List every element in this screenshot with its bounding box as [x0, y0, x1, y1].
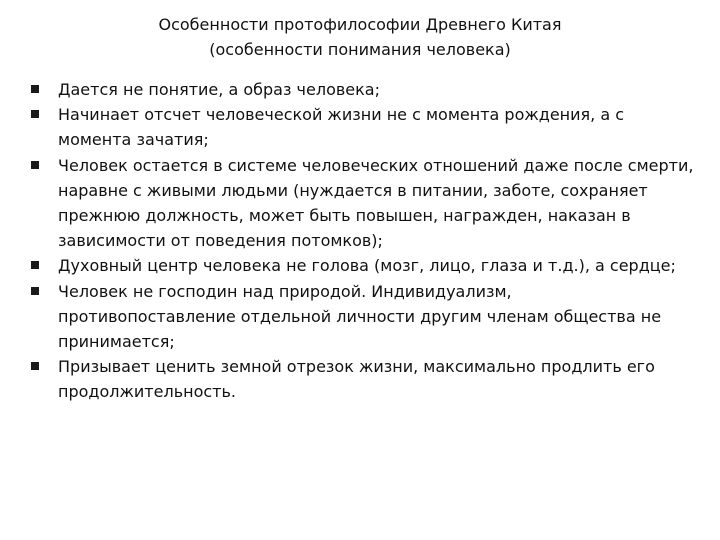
bullet-list	[30, 77, 694, 405]
square-bullet-icon	[31, 261, 39, 269]
square-bullet-icon	[31, 287, 39, 295]
bullet-text: Призывает ценить земной отрезок жизни, максимально продлить его продолжительность.	[58, 357, 655, 402]
square-bullet-icon	[31, 85, 39, 93]
slide-title	[0, 12, 720, 62]
bullet-text: Дается не понятие, а образ человека;	[58, 80, 380, 99]
title-line-1: Особенности протофилософии Древнего Китая	[158, 15, 562, 34]
title-line-2: (особенности понимания человека)	[209, 40, 511, 59]
bullet-item	[30, 279, 694, 355]
square-bullet-icon	[31, 110, 39, 118]
bullet-item	[30, 354, 694, 404]
bullet-text: Человек остается в системе человеческих отношений даже после смерти, наравне с живыми людьми (нуждается в питании, заботе, сохраняет прежнюю должность, может быть повышен, награжден, наказан в зависимости от поведения потомков);	[58, 155, 694, 251]
bullet-item	[30, 253, 694, 278]
bullet-item	[30, 153, 694, 254]
square-bullet-icon	[31, 161, 39, 169]
bullet-text: Начинает отсчет человеческой жизни не с момента рождения, а с момента зачатия;	[58, 105, 625, 150]
bullet-item	[30, 77, 694, 102]
bullet-text: Человек не господин над природой. Индивидуализм, противопоставление отдельной личности другим членам общества не принимается;	[58, 281, 662, 352]
bullet-item	[30, 102, 694, 152]
square-bullet-icon	[31, 362, 39, 370]
bullet-text: Духовный центр человека не голова (мозг, лицо, глаза и т.д.), а сердце;	[58, 256, 676, 276]
